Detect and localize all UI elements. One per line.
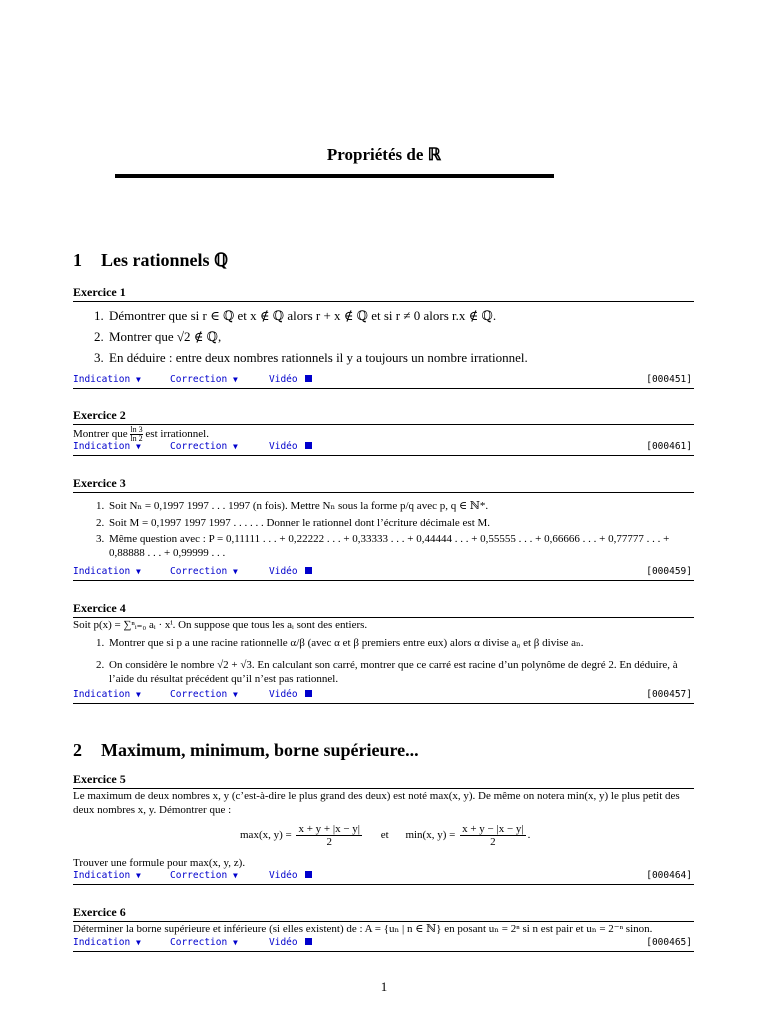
list-item: 2. Montrer que √2 ∉ ℚ, (107, 326, 694, 347)
indication-link[interactable]: Indication ▼ (73, 689, 141, 700)
exercise-links (73, 870, 694, 885)
video-link[interactable]: Vidéo (269, 566, 312, 578)
indication-link[interactable]: Indication ▼ (73, 374, 141, 385)
exercise-links (73, 689, 694, 704)
exercise-body: Montrer que $\frac{\ln 3}{\ln 2}$ est irrationnel. (73, 425, 209, 443)
triangle-down-icon: ▼ (232, 375, 238, 384)
section-title: Les rationnels ℚ (101, 250, 229, 270)
exercise-ref: [000457] (646, 689, 692, 700)
square-icon (305, 690, 312, 697)
indication-link[interactable]: Indication ▼ (73, 441, 141, 452)
exercise-links (73, 374, 694, 389)
triangle-down-icon: ▼ (135, 938, 141, 947)
title-rule (115, 174, 554, 178)
section-heading (73, 250, 228, 271)
square-icon (305, 567, 312, 574)
triangle-down-icon: ▼ (135, 871, 141, 880)
triangle-down-icon: ▼ (232, 442, 238, 451)
exercise-ref: [000465] (646, 937, 692, 948)
video-link[interactable]: Vidéo (269, 441, 312, 453)
indication-link[interactable]: Indication ▼ (73, 870, 141, 881)
indication-link[interactable]: Indication ▼ (73, 566, 141, 577)
video-link[interactable]: Vidéo (269, 870, 312, 882)
square-icon (305, 442, 312, 449)
triangle-down-icon: ▼ (135, 375, 141, 384)
video-link[interactable]: Vidéo (269, 689, 312, 701)
document-title: Propriétés de ℝ (326, 145, 442, 164)
triangle-down-icon: ▼ (135, 567, 141, 576)
page-number: 1 (380, 979, 388, 994)
correction-link[interactable]: Correction ▼ (170, 689, 238, 700)
exercise-title: Exercice 1 (73, 285, 694, 302)
correction-link[interactable]: Correction ▼ (170, 937, 238, 948)
triangle-down-icon: ▼ (232, 567, 238, 576)
square-icon (305, 375, 312, 382)
triangle-down-icon: ▼ (232, 690, 238, 699)
section-heading (73, 740, 419, 761)
section-number: 1 (73, 250, 82, 270)
exercise-ref: [000461] (646, 441, 692, 452)
list-item: 1. Montrer que si p a une racine rationnelle α/β (avec α et β premiers entre eux) alors α divise a₀ et β divise aₙ. (107, 636, 694, 650)
correction-link[interactable]: Correction ▼ (170, 441, 238, 452)
fraction: $\frac{\ln 3}{\ln 2}$ (130, 425, 143, 443)
exercise-links (73, 937, 694, 952)
exercise-ref: [000459] (646, 566, 692, 577)
exercise-title: Exercice 6 (73, 905, 694, 922)
fraction: $\frac{x + y - |x - y|}{2}$ (462, 823, 524, 848)
exercise-text: Trouver une formule pour max(x, y, z). (73, 857, 246, 869)
exercise-ref: [000464] (646, 870, 692, 881)
exercise-body (73, 636, 694, 686)
list-item: 2. On considère le nombre √2 + √3. En calculant son carré, montrer que ce carré est racine d’un polynôme de degré 2. En déduire, à l’aide du résultat précédent qu’il n’est pas rationnel. (107, 658, 694, 686)
section-title: Maximum, minimum, borne supérieure... (101, 740, 419, 760)
correction-link[interactable]: Correction ▼ (170, 566, 238, 577)
list-item: 1. Démontrer que si r ∈ ℚ et x ∉ ℚ alors r + x ∉ ℚ et si r ≠ 0 alors r.x ∉ ℚ. (107, 305, 694, 326)
exercise-title: Exercice 4 (73, 601, 694, 618)
square-icon (305, 871, 312, 878)
triangle-down-icon: ▼ (232, 871, 238, 880)
triangle-down-icon: ▼ (135, 690, 141, 699)
exercise-ref: [000451] (646, 374, 692, 385)
square-icon (305, 938, 312, 945)
exercise-links (73, 566, 694, 581)
exercise-text: Déterminer la borne supérieure et inférieure (si elles existent) de : A = {uₙ | n ∈ ℕ} en posant uₙ = 2ⁿ si n est pair et uₙ = 2⁻ⁿ sinon. (73, 923, 653, 935)
exercise-title: Exercice 2 (73, 408, 694, 425)
correction-link[interactable]: Correction ▼ (170, 374, 238, 385)
exercise-body (73, 305, 694, 368)
list-item: 3. En déduire : entre deux nombres rationnels il y a toujours un nombre irrationnel. (107, 347, 694, 368)
correction-link[interactable]: Correction ▼ (170, 870, 238, 881)
list-item: 1. Soit Nₙ = 0,1997 1997 . . . 1997 (n fois). Mettre Nₙ sous la forme p/q avec p, q ∈ ℕ*. (107, 498, 694, 515)
video-link[interactable]: Vidéo (269, 937, 312, 949)
video-link[interactable]: Vidéo (269, 374, 312, 386)
exercise-intro: Soit p(x) = ∑ⁿᵢ₌₀ aᵢ · xⁱ. On suppose que tous les aᵢ sont des entiers. (73, 619, 368, 631)
exercise-body (73, 498, 694, 560)
fraction: $\frac{x + y + |x - y|}{2}$ (298, 823, 360, 848)
exercise-links (73, 441, 694, 456)
exercise-text: Le maximum de deux nombres x, y (c’est-à-dire le plus grand des deux) est noté max(x, y). De même on notera min(x, y) le plus petit des deux nombres x, y. Démontrer que : (73, 790, 680, 816)
exercise-title: Exercice 3 (73, 476, 694, 493)
list-item: 2. Soit M = 0,1997 1997 1997 . . . . . . Donner le rationnel dont l’écriture décimale est M. (107, 515, 694, 532)
formula: max(x, y) = $\frac{x + y + |x - y|}{2}$ et min(x, y) = $\frac{x + y - |x - y|}{2}$ . (240, 823, 531, 848)
triangle-down-icon: ▼ (135, 442, 141, 451)
section-number: 2 (73, 740, 82, 760)
list-item: 3. Même question avec : P = 0,11111 . . . + 0,22222 . . . + 0,33333 . . . + 0,44444 . . . + 0,55555 . . . + 0,66666 . . . + 0,77777 . . . + 0,88888 . . . + 0,99999 . . . (107, 532, 694, 560)
exercise-title: Exercice 5 (73, 772, 694, 789)
indication-link[interactable]: Indication ▼ (73, 937, 141, 948)
triangle-down-icon: ▼ (232, 938, 238, 947)
